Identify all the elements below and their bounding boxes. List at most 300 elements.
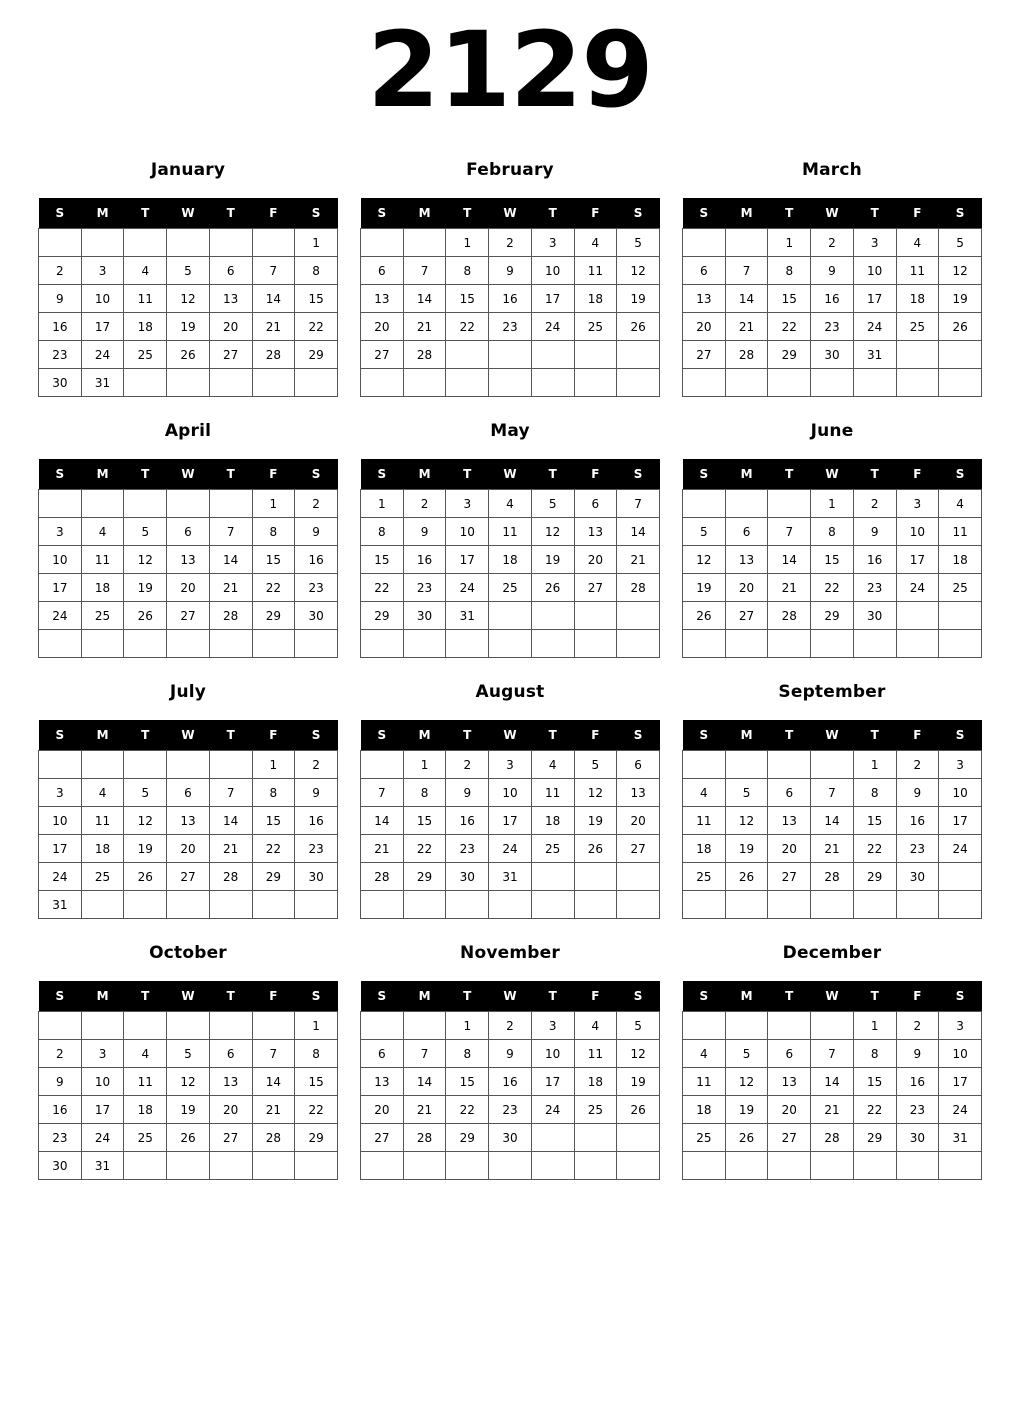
- day-cell[interactable]: 16: [811, 285, 854, 313]
- day-cell[interactable]: 14: [725, 285, 768, 313]
- day-cell[interactable]: 27: [768, 1124, 811, 1152]
- day-cell[interactable]: 19: [124, 835, 167, 863]
- day-cell[interactable]: 26: [939, 313, 982, 341]
- day-cell[interactable]: 7: [209, 518, 252, 546]
- day-cell[interactable]: 19: [725, 835, 768, 863]
- day-cell[interactable]: 16: [295, 546, 338, 574]
- day-cell[interactable]: 5: [683, 518, 726, 546]
- day-cell[interactable]: 12: [167, 1068, 210, 1096]
- day-cell[interactable]: 29: [252, 863, 295, 891]
- day-cell[interactable]: 11: [81, 546, 124, 574]
- day-cell[interactable]: 22: [252, 574, 295, 602]
- day-cell[interactable]: 26: [725, 1124, 768, 1152]
- day-cell[interactable]: 6: [574, 490, 617, 518]
- day-cell[interactable]: 24: [853, 313, 896, 341]
- day-cell[interactable]: 11: [531, 779, 574, 807]
- day-cell[interactable]: 15: [768, 285, 811, 313]
- day-cell[interactable]: 26: [531, 574, 574, 602]
- day-cell[interactable]: 19: [617, 1068, 660, 1096]
- day-cell[interactable]: 8: [853, 1040, 896, 1068]
- day-cell[interactable]: 4: [124, 257, 167, 285]
- day-cell[interactable]: 17: [531, 285, 574, 313]
- day-cell[interactable]: 3: [39, 518, 82, 546]
- day-cell[interactable]: 9: [295, 779, 338, 807]
- day-cell[interactable]: 12: [167, 285, 210, 313]
- day-cell[interactable]: 2: [39, 1040, 82, 1068]
- day-cell[interactable]: 8: [252, 518, 295, 546]
- day-cell[interactable]: 23: [295, 574, 338, 602]
- day-cell[interactable]: 2: [403, 490, 446, 518]
- day-cell[interactable]: 7: [403, 257, 446, 285]
- day-cell[interactable]: 20: [574, 546, 617, 574]
- day-cell[interactable]: 30: [295, 863, 338, 891]
- day-cell[interactable]: 19: [531, 546, 574, 574]
- day-cell[interactable]: 7: [361, 779, 404, 807]
- day-cell[interactable]: 5: [574, 751, 617, 779]
- day-cell[interactable]: 19: [574, 807, 617, 835]
- day-cell[interactable]: 9: [446, 779, 489, 807]
- day-cell[interactable]: 18: [683, 1096, 726, 1124]
- day-cell[interactable]: 18: [81, 835, 124, 863]
- day-cell[interactable]: 10: [939, 1040, 982, 1068]
- day-cell[interactable]: 22: [446, 1096, 489, 1124]
- day-cell[interactable]: 13: [617, 779, 660, 807]
- day-cell[interactable]: 18: [574, 1068, 617, 1096]
- day-cell[interactable]: 14: [811, 1068, 854, 1096]
- day-cell[interactable]: 17: [489, 807, 532, 835]
- day-cell[interactable]: 27: [617, 835, 660, 863]
- day-cell[interactable]: 9: [39, 285, 82, 313]
- day-cell[interactable]: 8: [811, 518, 854, 546]
- day-cell[interactable]: 17: [939, 1068, 982, 1096]
- day-cell[interactable]: 2: [295, 751, 338, 779]
- day-cell[interactable]: 30: [489, 1124, 532, 1152]
- day-cell[interactable]: 7: [811, 779, 854, 807]
- day-cell[interactable]: 29: [768, 341, 811, 369]
- day-cell[interactable]: 3: [446, 490, 489, 518]
- day-cell[interactable]: 14: [361, 807, 404, 835]
- day-cell[interactable]: 20: [617, 807, 660, 835]
- day-cell[interactable]: 14: [252, 285, 295, 313]
- day-cell[interactable]: 6: [209, 257, 252, 285]
- day-cell[interactable]: 2: [853, 490, 896, 518]
- day-cell[interactable]: 14: [403, 1068, 446, 1096]
- day-cell[interactable]: 3: [81, 257, 124, 285]
- day-cell[interactable]: 28: [403, 341, 446, 369]
- day-cell[interactable]: 27: [209, 341, 252, 369]
- day-cell[interactable]: 29: [252, 602, 295, 630]
- day-cell[interactable]: 23: [811, 313, 854, 341]
- day-cell[interactable]: 19: [683, 574, 726, 602]
- day-cell[interactable]: 21: [403, 1096, 446, 1124]
- day-cell[interactable]: 14: [768, 546, 811, 574]
- day-cell[interactable]: 28: [617, 574, 660, 602]
- day-cell[interactable]: 28: [252, 341, 295, 369]
- day-cell[interactable]: 27: [574, 574, 617, 602]
- day-cell[interactable]: 19: [167, 1096, 210, 1124]
- day-cell[interactable]: 23: [39, 341, 82, 369]
- day-cell[interactable]: 11: [81, 807, 124, 835]
- day-cell[interactable]: 25: [489, 574, 532, 602]
- day-cell[interactable]: 27: [167, 602, 210, 630]
- day-cell[interactable]: 27: [167, 863, 210, 891]
- day-cell[interactable]: 26: [124, 602, 167, 630]
- day-cell[interactable]: 8: [361, 518, 404, 546]
- day-cell[interactable]: 22: [295, 1096, 338, 1124]
- day-cell[interactable]: 18: [896, 285, 939, 313]
- day-cell[interactable]: 7: [768, 518, 811, 546]
- day-cell[interactable]: 18: [81, 574, 124, 602]
- day-cell[interactable]: 21: [403, 313, 446, 341]
- day-cell[interactable]: 4: [574, 229, 617, 257]
- day-cell[interactable]: 12: [617, 1040, 660, 1068]
- day-cell[interactable]: 8: [403, 779, 446, 807]
- day-cell[interactable]: 8: [252, 779, 295, 807]
- day-cell[interactable]: 31: [81, 1152, 124, 1180]
- day-cell[interactable]: 9: [896, 779, 939, 807]
- day-cell[interactable]: 15: [403, 807, 446, 835]
- day-cell[interactable]: 25: [81, 863, 124, 891]
- day-cell[interactable]: 25: [896, 313, 939, 341]
- day-cell[interactable]: 30: [811, 341, 854, 369]
- day-cell[interactable]: 20: [167, 574, 210, 602]
- day-cell[interactable]: 2: [489, 229, 532, 257]
- day-cell[interactable]: 10: [81, 1068, 124, 1096]
- day-cell[interactable]: 14: [209, 807, 252, 835]
- day-cell[interactable]: 20: [725, 574, 768, 602]
- day-cell[interactable]: 1: [295, 1012, 338, 1040]
- day-cell[interactable]: 24: [81, 1124, 124, 1152]
- day-cell[interactable]: 11: [124, 285, 167, 313]
- day-cell[interactable]: 10: [489, 779, 532, 807]
- day-cell[interactable]: 1: [768, 229, 811, 257]
- day-cell[interactable]: 5: [531, 490, 574, 518]
- day-cell[interactable]: 13: [167, 546, 210, 574]
- day-cell[interactable]: 23: [489, 1096, 532, 1124]
- day-cell[interactable]: 16: [853, 546, 896, 574]
- day-cell[interactable]: 1: [252, 751, 295, 779]
- day-cell[interactable]: 17: [939, 807, 982, 835]
- day-cell[interactable]: 3: [531, 229, 574, 257]
- day-cell[interactable]: 1: [295, 229, 338, 257]
- day-cell[interactable]: 20: [167, 835, 210, 863]
- day-cell[interactable]: 25: [683, 863, 726, 891]
- day-cell[interactable]: 10: [853, 257, 896, 285]
- day-cell[interactable]: 15: [295, 285, 338, 313]
- day-cell[interactable]: 2: [896, 1012, 939, 1040]
- day-cell[interactable]: 21: [768, 574, 811, 602]
- day-cell[interactable]: 13: [725, 546, 768, 574]
- day-cell[interactable]: 18: [683, 835, 726, 863]
- day-cell[interactable]: 11: [574, 257, 617, 285]
- day-cell[interactable]: 1: [446, 229, 489, 257]
- day-cell[interactable]: 12: [725, 807, 768, 835]
- day-cell[interactable]: 10: [39, 546, 82, 574]
- day-cell[interactable]: 22: [811, 574, 854, 602]
- day-cell[interactable]: 6: [167, 518, 210, 546]
- day-cell[interactable]: 15: [252, 546, 295, 574]
- day-cell[interactable]: 10: [531, 1040, 574, 1068]
- day-cell[interactable]: 4: [124, 1040, 167, 1068]
- day-cell[interactable]: 17: [531, 1068, 574, 1096]
- day-cell[interactable]: 24: [81, 341, 124, 369]
- day-cell[interactable]: 22: [361, 574, 404, 602]
- day-cell[interactable]: 21: [725, 313, 768, 341]
- day-cell[interactable]: 12: [617, 257, 660, 285]
- day-cell[interactable]: 20: [209, 1096, 252, 1124]
- day-cell[interactable]: 16: [403, 546, 446, 574]
- day-cell[interactable]: 4: [81, 518, 124, 546]
- day-cell[interactable]: 7: [725, 257, 768, 285]
- day-cell[interactable]: 5: [725, 779, 768, 807]
- day-cell[interactable]: 10: [939, 779, 982, 807]
- day-cell[interactable]: 11: [124, 1068, 167, 1096]
- day-cell[interactable]: 26: [124, 863, 167, 891]
- day-cell[interactable]: 2: [896, 751, 939, 779]
- day-cell[interactable]: 29: [361, 602, 404, 630]
- day-cell[interactable]: 14: [811, 807, 854, 835]
- day-cell[interactable]: 12: [725, 1068, 768, 1096]
- day-cell[interactable]: 4: [81, 779, 124, 807]
- day-cell[interactable]: 15: [811, 546, 854, 574]
- day-cell[interactable]: 30: [39, 369, 82, 397]
- day-cell[interactable]: 16: [39, 313, 82, 341]
- day-cell[interactable]: 20: [361, 1096, 404, 1124]
- day-cell[interactable]: 6: [768, 1040, 811, 1068]
- day-cell[interactable]: 20: [768, 1096, 811, 1124]
- day-cell[interactable]: 18: [124, 1096, 167, 1124]
- day-cell[interactable]: 1: [853, 751, 896, 779]
- day-cell[interactable]: 10: [81, 285, 124, 313]
- day-cell[interactable]: 11: [939, 518, 982, 546]
- day-cell[interactable]: 19: [124, 574, 167, 602]
- day-cell[interactable]: 25: [531, 835, 574, 863]
- day-cell[interactable]: 18: [124, 313, 167, 341]
- day-cell[interactable]: 31: [939, 1124, 982, 1152]
- day-cell[interactable]: 27: [768, 863, 811, 891]
- day-cell[interactable]: 4: [489, 490, 532, 518]
- day-cell[interactable]: 27: [361, 1124, 404, 1152]
- day-cell[interactable]: 26: [683, 602, 726, 630]
- day-cell[interactable]: 8: [295, 257, 338, 285]
- day-cell[interactable]: 6: [617, 751, 660, 779]
- day-cell[interactable]: 13: [209, 1068, 252, 1096]
- day-cell[interactable]: 21: [811, 835, 854, 863]
- day-cell[interactable]: 29: [295, 1124, 338, 1152]
- day-cell[interactable]: 17: [39, 835, 82, 863]
- day-cell[interactable]: 7: [252, 257, 295, 285]
- day-cell[interactable]: 25: [81, 602, 124, 630]
- day-cell[interactable]: 3: [939, 1012, 982, 1040]
- day-cell[interactable]: 28: [209, 602, 252, 630]
- day-cell[interactable]: 25: [683, 1124, 726, 1152]
- day-cell[interactable]: 31: [489, 863, 532, 891]
- day-cell[interactable]: 30: [39, 1152, 82, 1180]
- day-cell[interactable]: 29: [853, 863, 896, 891]
- day-cell[interactable]: 6: [361, 257, 404, 285]
- day-cell[interactable]: 12: [531, 518, 574, 546]
- day-cell[interactable]: 15: [295, 1068, 338, 1096]
- day-cell[interactable]: 8: [853, 779, 896, 807]
- day-cell[interactable]: 9: [39, 1068, 82, 1096]
- day-cell[interactable]: 20: [768, 835, 811, 863]
- day-cell[interactable]: 15: [446, 1068, 489, 1096]
- day-cell[interactable]: 5: [939, 229, 982, 257]
- day-cell[interactable]: 16: [295, 807, 338, 835]
- day-cell[interactable]: 16: [489, 285, 532, 313]
- day-cell[interactable]: 12: [574, 779, 617, 807]
- day-cell[interactable]: 19: [939, 285, 982, 313]
- day-cell[interactable]: 29: [446, 1124, 489, 1152]
- day-cell[interactable]: 9: [489, 1040, 532, 1068]
- day-cell[interactable]: 4: [939, 490, 982, 518]
- day-cell[interactable]: 27: [209, 1124, 252, 1152]
- day-cell[interactable]: 2: [39, 257, 82, 285]
- day-cell[interactable]: 10: [446, 518, 489, 546]
- day-cell[interactable]: 13: [361, 1068, 404, 1096]
- day-cell[interactable]: 21: [252, 313, 295, 341]
- day-cell[interactable]: 4: [683, 779, 726, 807]
- day-cell[interactable]: 2: [295, 490, 338, 518]
- day-cell[interactable]: 13: [768, 1068, 811, 1096]
- day-cell[interactable]: 28: [811, 1124, 854, 1152]
- day-cell[interactable]: 4: [574, 1012, 617, 1040]
- day-cell[interactable]: 23: [403, 574, 446, 602]
- day-cell[interactable]: 25: [124, 1124, 167, 1152]
- day-cell[interactable]: 24: [39, 863, 82, 891]
- day-cell[interactable]: 12: [124, 546, 167, 574]
- day-cell[interactable]: 24: [939, 835, 982, 863]
- day-cell[interactable]: 17: [896, 546, 939, 574]
- day-cell[interactable]: 30: [853, 602, 896, 630]
- day-cell[interactable]: 24: [531, 313, 574, 341]
- day-cell[interactable]: 5: [617, 229, 660, 257]
- day-cell[interactable]: 14: [403, 285, 446, 313]
- day-cell[interactable]: 24: [446, 574, 489, 602]
- day-cell[interactable]: 27: [361, 341, 404, 369]
- day-cell[interactable]: 16: [896, 1068, 939, 1096]
- day-cell[interactable]: 26: [167, 341, 210, 369]
- day-cell[interactable]: 9: [853, 518, 896, 546]
- day-cell[interactable]: 8: [446, 257, 489, 285]
- day-cell[interactable]: 28: [403, 1124, 446, 1152]
- day-cell[interactable]: 22: [295, 313, 338, 341]
- day-cell[interactable]: 30: [446, 863, 489, 891]
- day-cell[interactable]: 5: [725, 1040, 768, 1068]
- day-cell[interactable]: 13: [574, 518, 617, 546]
- day-cell[interactable]: 16: [489, 1068, 532, 1096]
- day-cell[interactable]: 11: [489, 518, 532, 546]
- day-cell[interactable]: 1: [811, 490, 854, 518]
- day-cell[interactable]: 24: [489, 835, 532, 863]
- day-cell[interactable]: 1: [403, 751, 446, 779]
- day-cell[interactable]: 16: [39, 1096, 82, 1124]
- day-cell[interactable]: 28: [361, 863, 404, 891]
- day-cell[interactable]: 8: [768, 257, 811, 285]
- day-cell[interactable]: 21: [209, 574, 252, 602]
- day-cell[interactable]: 16: [896, 807, 939, 835]
- day-cell[interactable]: 3: [489, 751, 532, 779]
- day-cell[interactable]: 29: [811, 602, 854, 630]
- day-cell[interactable]: 22: [252, 835, 295, 863]
- day-cell[interactable]: 10: [39, 807, 82, 835]
- day-cell[interactable]: 31: [853, 341, 896, 369]
- day-cell[interactable]: 1: [853, 1012, 896, 1040]
- day-cell[interactable]: 23: [489, 313, 532, 341]
- day-cell[interactable]: 8: [295, 1040, 338, 1068]
- day-cell[interactable]: 15: [252, 807, 295, 835]
- day-cell[interactable]: 23: [446, 835, 489, 863]
- day-cell[interactable]: 11: [896, 257, 939, 285]
- day-cell[interactable]: 31: [81, 369, 124, 397]
- day-cell[interactable]: 6: [361, 1040, 404, 1068]
- day-cell[interactable]: 25: [574, 313, 617, 341]
- day-cell[interactable]: 25: [939, 574, 982, 602]
- day-cell[interactable]: 24: [939, 1096, 982, 1124]
- day-cell[interactable]: 7: [811, 1040, 854, 1068]
- day-cell[interactable]: 24: [531, 1096, 574, 1124]
- day-cell[interactable]: 15: [446, 285, 489, 313]
- day-cell[interactable]: 21: [252, 1096, 295, 1124]
- day-cell[interactable]: 13: [209, 285, 252, 313]
- day-cell[interactable]: 8: [446, 1040, 489, 1068]
- day-cell[interactable]: 29: [295, 341, 338, 369]
- day-cell[interactable]: 26: [167, 1124, 210, 1152]
- day-cell[interactable]: 5: [617, 1012, 660, 1040]
- day-cell[interactable]: 31: [39, 891, 82, 919]
- day-cell[interactable]: 9: [896, 1040, 939, 1068]
- day-cell[interactable]: 3: [939, 751, 982, 779]
- day-cell[interactable]: 21: [361, 835, 404, 863]
- day-cell[interactable]: 13: [768, 807, 811, 835]
- day-cell[interactable]: 1: [361, 490, 404, 518]
- day-cell[interactable]: 17: [81, 313, 124, 341]
- day-cell[interactable]: 3: [896, 490, 939, 518]
- day-cell[interactable]: 24: [39, 602, 82, 630]
- day-cell[interactable]: 7: [403, 1040, 446, 1068]
- day-cell[interactable]: 3: [531, 1012, 574, 1040]
- day-cell[interactable]: 20: [209, 313, 252, 341]
- day-cell[interactable]: 6: [725, 518, 768, 546]
- day-cell[interactable]: 23: [853, 574, 896, 602]
- day-cell[interactable]: 10: [531, 257, 574, 285]
- day-cell[interactable]: 23: [896, 835, 939, 863]
- day-cell[interactable]: 19: [725, 1096, 768, 1124]
- day-cell[interactable]: 3: [39, 779, 82, 807]
- day-cell[interactable]: 14: [252, 1068, 295, 1096]
- day-cell[interactable]: 2: [811, 229, 854, 257]
- day-cell[interactable]: 15: [853, 1068, 896, 1096]
- day-cell[interactable]: 17: [853, 285, 896, 313]
- day-cell[interactable]: 11: [683, 1068, 726, 1096]
- day-cell[interactable]: 5: [167, 257, 210, 285]
- day-cell[interactable]: 19: [167, 313, 210, 341]
- day-cell[interactable]: 20: [683, 313, 726, 341]
- day-cell[interactable]: 3: [81, 1040, 124, 1068]
- day-cell[interactable]: 18: [489, 546, 532, 574]
- day-cell[interactable]: 3: [853, 229, 896, 257]
- day-cell[interactable]: 6: [683, 257, 726, 285]
- day-cell[interactable]: 1: [446, 1012, 489, 1040]
- day-cell[interactable]: 13: [167, 807, 210, 835]
- day-cell[interactable]: 25: [574, 1096, 617, 1124]
- day-cell[interactable]: 7: [617, 490, 660, 518]
- day-cell[interactable]: 27: [683, 341, 726, 369]
- day-cell[interactable]: 5: [124, 518, 167, 546]
- day-cell[interactable]: 9: [489, 257, 532, 285]
- day-cell[interactable]: 23: [295, 835, 338, 863]
- day-cell[interactable]: 15: [853, 807, 896, 835]
